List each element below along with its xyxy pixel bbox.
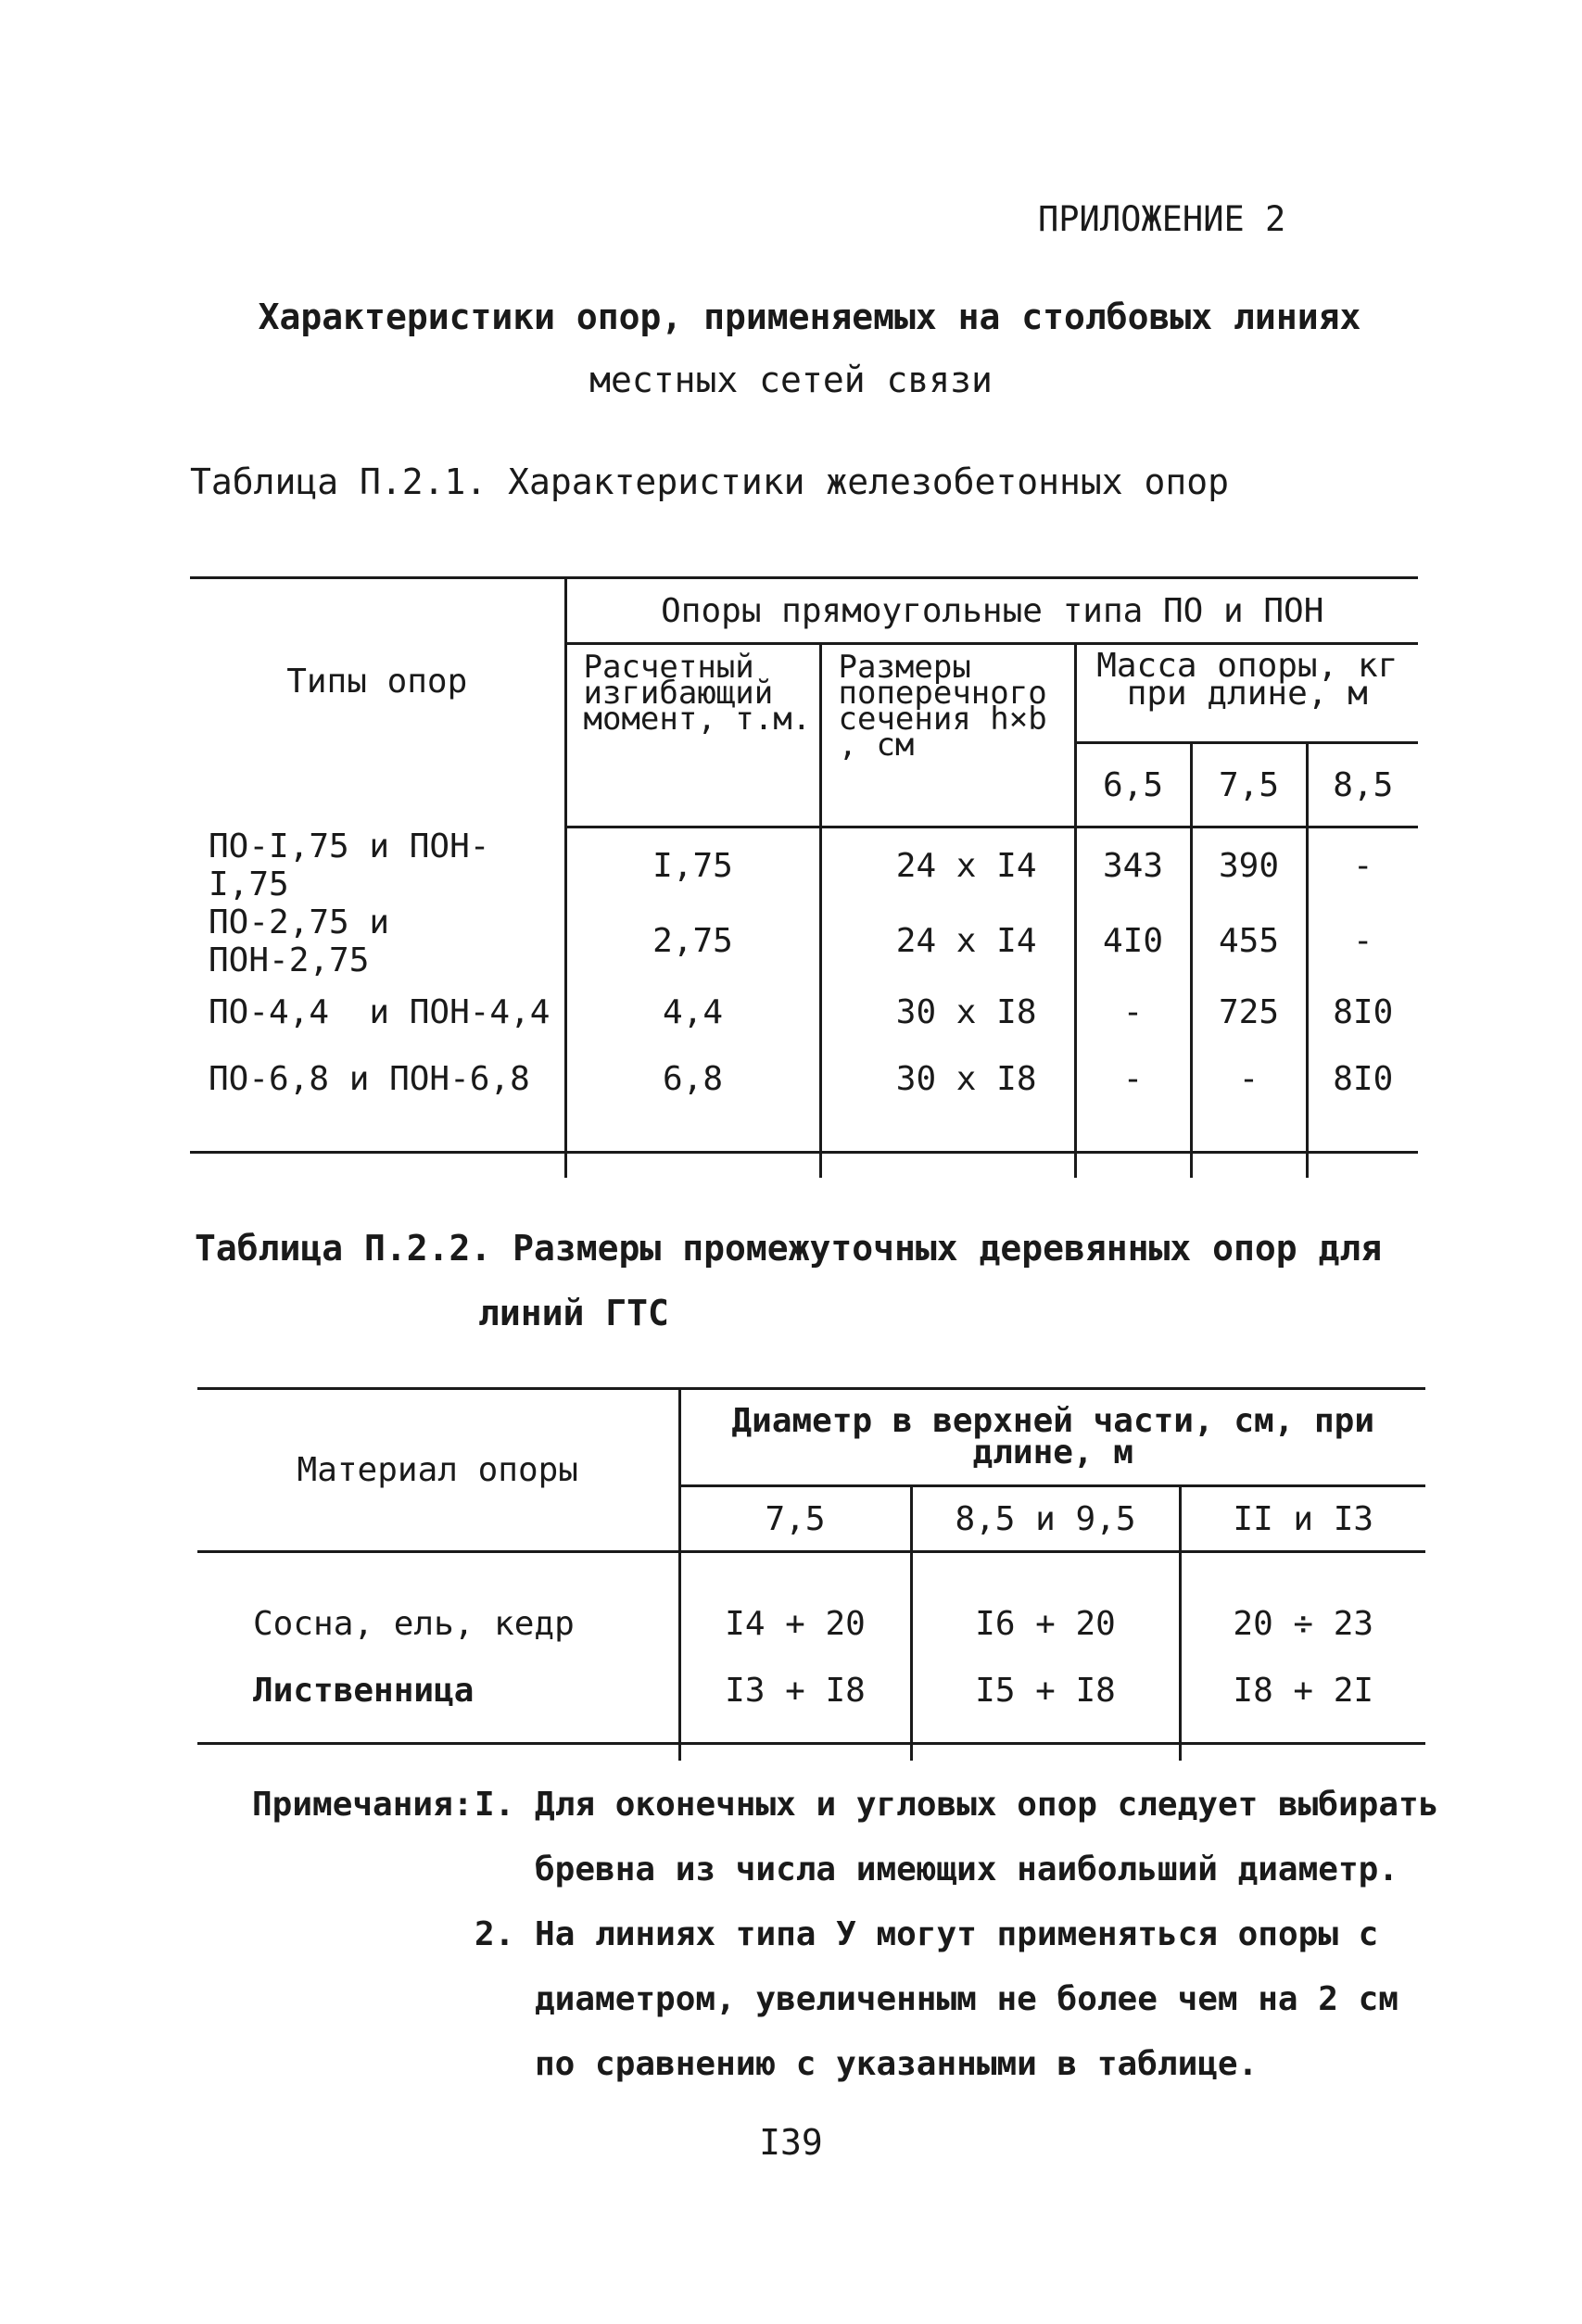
- table1-cell-size: 24 x I4: [820, 903, 1075, 979]
- table2-cell-material: Сосна, ель, кедр: [253, 1604, 575, 1643]
- table2-cell-diameter: I5 + I8: [911, 1657, 1180, 1724]
- note-2-line2: диаметром, увеличенным не более чем на 2 см: [535, 1980, 1398, 2018]
- table1-caption: Таблица П.2.1. Характеристики железобетонных опор: [190, 461, 1230, 502]
- table1-cell-moment: 2,75: [565, 903, 820, 979]
- table1-cell-mass: 4I0: [1075, 903, 1191, 979]
- table2-caption: Таблица П.2.2. Размеры промежуточных деревянных опор для: [195, 1228, 1383, 1269]
- table1-col-moment-header: Расчетный изгибающий момент, т.м.: [565, 644, 820, 827]
- table1-col-type-header: Типы опор: [286, 663, 468, 701]
- table1-cell-size: 24 x I4: [820, 827, 1075, 903]
- table2-group-header: Диаметр в верхней части, см, при длине, м: [679, 1390, 1425, 1486]
- table1-cell-moment: I,75: [565, 827, 820, 903]
- table1-cell-mass: -: [1191, 1046, 1307, 1113]
- table1-bottom-rule: [190, 1151, 1418, 1154]
- page-number: I39: [759, 2122, 823, 2163]
- table-row: [190, 1046, 1418, 1113]
- notes-label: Примечания:: [252, 1786, 474, 1824]
- table2-length-11-13: II и I3: [1180, 1486, 1425, 1552]
- table1-cell-mass: 725: [1191, 979, 1307, 1046]
- note-2: [475, 1915, 1378, 1953]
- table2-col-material-header: Материал опоры: [297, 1451, 578, 1489]
- table1-length-7-5: 7,5: [1191, 743, 1307, 827]
- table2-cell-diameter: I4 + 20: [679, 1590, 911, 1657]
- table-row: [197, 1657, 1425, 1724]
- table1-cell-moment: 6,8: [565, 1046, 820, 1113]
- table2-cell-diameter: I6 + 20: [911, 1590, 1180, 1657]
- table2-caption-line2: линий ГТС: [478, 1293, 669, 1333]
- table1-cell-size: 30 x I8: [820, 1046, 1075, 1113]
- table1-cell-mass: -: [1075, 979, 1191, 1046]
- table2: [197, 1390, 1425, 1761]
- table-row: [197, 1590, 1425, 1657]
- note-2-text: На линиях типа У могут применяться опоры с: [535, 1915, 1379, 1953]
- table1-cell-mass: 455: [1191, 903, 1307, 979]
- table2-length-8-5-9-5: 8,5 и 9,5: [911, 1486, 1180, 1552]
- table1-cell-size: 30 x I8: [820, 979, 1075, 1046]
- table2-cell-diameter: 20 ÷ 23: [1180, 1590, 1425, 1657]
- table1-cell-mass: 390: [1191, 827, 1307, 903]
- table1-col-mass-header: Масса опоры, кг при длине, м: [1075, 644, 1418, 743]
- note-1: [475, 1786, 1438, 1824]
- table1-length-8-5: 8,5: [1307, 743, 1418, 827]
- document-title: Характеристики опор, применяемых на столбовых линиях: [258, 297, 1361, 337]
- table1-cell-type: ПО-2,75 и ПОН-2,75: [209, 903, 390, 979]
- table1-cell-type: ПО-6,8 и ПОН-6,8: [209, 1060, 530, 1098]
- note-2-number: 2.: [475, 1915, 515, 1953]
- table-row: [190, 827, 1418, 903]
- table1: [190, 579, 1418, 1178]
- table1-cell-mass: -: [1075, 1046, 1191, 1113]
- note-1-line2: бревна из числа имеющих наибольший диаметр.: [535, 1850, 1398, 1888]
- table1-cell-type: ПО-I,75 и ПОН-I,75: [209, 827, 490, 903]
- table1-cell-moment: 4,4: [565, 979, 820, 1046]
- table2-cell-diameter: I8 + 2I: [1180, 1657, 1425, 1724]
- table2-length-7-5: 7,5: [679, 1486, 911, 1552]
- table1-length-6-5: 6,5: [1075, 743, 1191, 827]
- note-2-line3: по сравнению с указанными в таблице.: [535, 2045, 1259, 2083]
- table1-cell-mass: 8I0: [1307, 1046, 1418, 1113]
- table1-cell-type: ПО-4,4 и ПОН-4,4: [209, 993, 551, 1031]
- table-row: [190, 979, 1418, 1046]
- table1-col-size-header: Размеры поперечного сечения h×b , см: [820, 644, 1075, 827]
- table2-cell-material: Лиственница: [253, 1671, 475, 1710]
- table1-cell-mass: -: [1307, 827, 1418, 903]
- appendix-label: ПРИЛОЖЕНИЕ 2: [1038, 199, 1286, 239]
- note-1-number: I.: [475, 1786, 515, 1824]
- table1-group-header: Опоры прямоугольные типа ПО и ПОН: [565, 579, 1418, 644]
- table2-bottom-rule: [197, 1742, 1425, 1745]
- document-title-line2: местных сетей связи: [589, 360, 993, 400]
- note-1-text: Для оконечных и угловых опор следует выбирать: [535, 1786, 1439, 1824]
- table-row: [190, 903, 1418, 979]
- table1-cell-mass: -: [1307, 903, 1418, 979]
- table1-cell-mass: 343: [1075, 827, 1191, 903]
- table1-cell-mass: 8I0: [1307, 979, 1418, 1046]
- table2-cell-diameter: I3 + I8: [679, 1657, 911, 1724]
